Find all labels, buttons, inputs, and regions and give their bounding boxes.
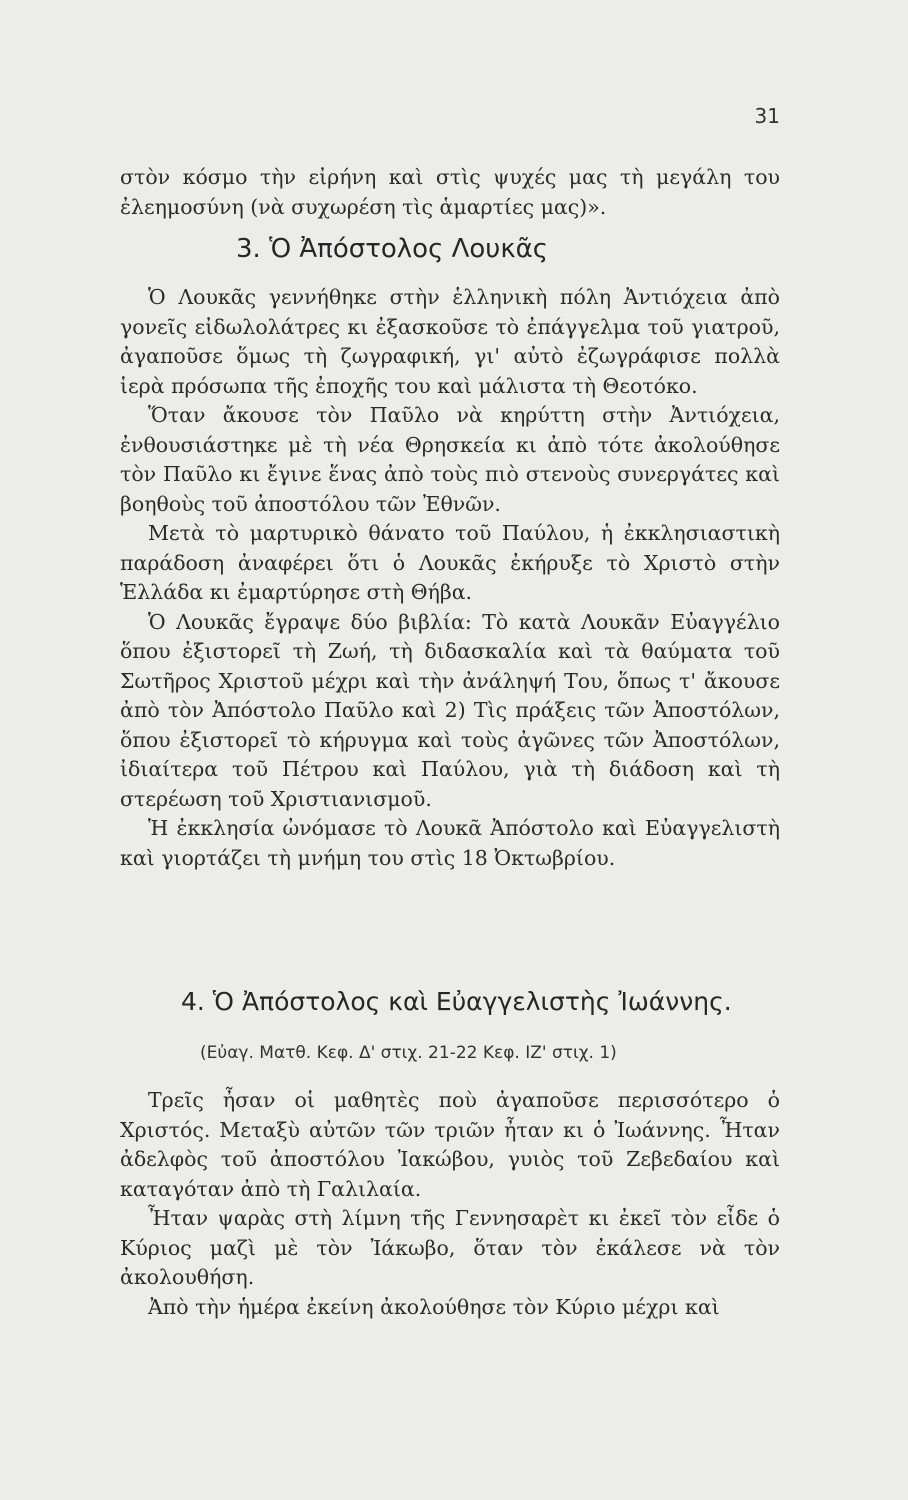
page-number: 31 bbox=[754, 104, 780, 128]
section-3-paragraph-1: Ὁ Λουκᾶς γεννήθηκε στὴν ἑλληνικὴ πόλη Ἀντιόχεια ἀπὸ γονεῖς εἰδωλολάτρες κι ἐξασκοῦσε τὸ ἐπάγγελμα τοῦ γιατροῦ, ἀγαποῦσε ὅμως τὴ ζωγραφική, γι' αὐτὸ ἐζωγράφισε πολλὰ ἱερὰ πρόσωπα τῆς ἐποχῆς του καὶ μάλιστα τὴ Θεοτόκο. bbox=[120, 285, 780, 398]
section-4-paragraph-1: Τρεῖς ἦσαν οἱ μαθητὲς ποὺ ἀγαποῦσε περισσότερο ὁ Χριστός. Μεταξὺ αὐτῶν τῶν τριῶν ἦταν κι ὁ Ἰωάννης. Ἦταν ἀδελφὸς τοῦ ἀποστόλου Ἰακώβου, γυιὸς τοῦ Ζεβεδαίου καὶ καταγόταν ἀπὸ τὴ Γαλιλαία. bbox=[120, 1088, 780, 1201]
section-4-paragraph-3: Ἀπὸ τὴν ἡμέρα ἐκείνη ἀκολούθησε τὸν Κύριο μέχρι καὶ bbox=[148, 1294, 720, 1319]
section-3-heading: 3. Ὁ Ἀπόστολος Λουκᾶς bbox=[236, 234, 549, 264]
intro-text-block bbox=[120, 163, 780, 222]
section-3-paragraph-3: Μετὰ τὸ μαρτυρικὸ θάνατο τοῦ Παύλου, ἡ ἐκκλησιαστικὴ παράδοση ἀναφέρει ὅτι ὁ Λουκᾶς ἐκήρυξε τὸ Χριστὸ στὴν Ἑλλάδα κι ἐμαρτύρησε στὴ Θήβα. bbox=[120, 521, 780, 604]
section-3-paragraph-5: Ἡ ἐκκλησία ὠνόμασε τὸ Λουκᾶ Ἀπόστολο καὶ Εὐαγγελιστὴ καὶ γιορτάζει τὴ μνήμη του στὶς 18 Ὀκτωβρίου. bbox=[120, 816, 780, 870]
section-3-paragraph-2: Ὅταν ἄκουσε τὸν Παῦλο νὰ κηρύττη στὴν Ἀντιόχεια, ἐνθουσιάστηκε μὲ τὴ νέα Θρησκεία κι ἀπὸ τότε ἀκολούθησε τὸν Παῦλο κι ἔγινε ἕνας ἀπὸ τοὺς πιὸ στενοὺς συνεργάτες καὶ βοηθοὺς τοῦ ἀποστόλου τῶν Ἐθνῶν. bbox=[120, 403, 780, 516]
scripture-reference: (Εὐαγ. Ματθ. Κεφ. Δ' στιχ. 21-22 Κεφ. ΙΖ' στιχ. 1) bbox=[200, 1043, 617, 1063]
section-3-paragraph-4: Ὁ Λουκᾶς ἔγραψε δύο βιβλία: Τὸ κατὰ Λουκᾶν Εὐαγγέλιο ὅπου ἐξιστορεῖ τὴ Ζωή, τὴ διδασκαλία καὶ τὰ θαύματα τοῦ Σωτῆρος Χριστοῦ μέχρι καὶ τὴν ἀνάληψή Του, ὅπως τ' ἄκουσε ἀπὸ τὸν Ἀπόστολο Παῦλο καὶ 2) Τὶς πράξεις τῶν Ἀποστόλων, ὅπου ἐξιστορεῖ τὸ κήρυγμα καὶ τοὺς ἀγῶνες τῶν Ἀποστόλων, ἰδιαίτερα τοῦ Πέτρου καὶ Παύλου, γιὰ τὴ διάδοση καὶ τὴ στερέωση τοῦ Χριστιανισμοῦ. bbox=[120, 609, 780, 811]
section-4-paragraph-2: Ἦταν ψαρὰς στὴ λίμνη τῆς Γεννησαρὲτ κι ἐκεῖ τὸν εἶδε ὁ Κύριος μαζὶ μὲ τὸν Ἰάκωβο, ὅταν τὸν ἐκάλεσε νὰ τὸν ἀκολουθήση. bbox=[120, 1206, 780, 1289]
section-4-heading: 4. Ὁ Ἀπόστολος καὶ Εὐαγγελιστὴς Ἰωάννης. bbox=[181, 987, 732, 1016]
intro-paragraph: στὸν κόσμο τὴν εἰρήνη καὶ στὶς ψυχές μας τὴ μεγάλη του ἐλεημοσύνη (νὰ συχωρέση τὶς ἁμαρτίες μας)». bbox=[120, 165, 780, 219]
section-3-body bbox=[120, 283, 780, 873]
section-4-body bbox=[120, 1086, 780, 1322]
